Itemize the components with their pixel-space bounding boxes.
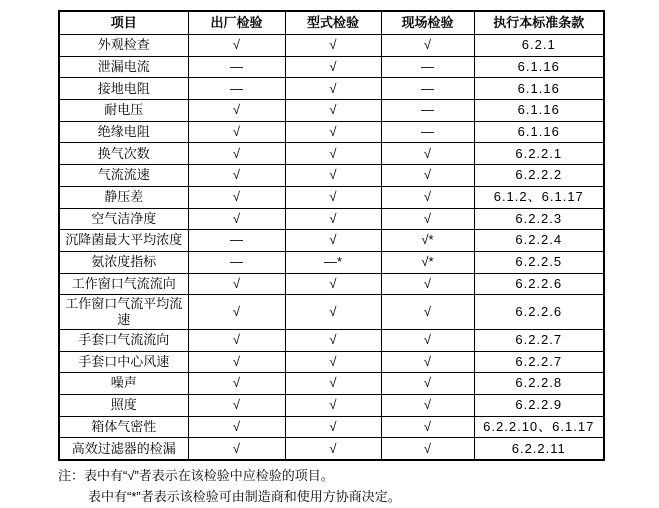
- table-header-row: [59, 11, 604, 35]
- item-cell: 高效过滤器的检漏: [59, 438, 188, 460]
- clause-cell: 6.2.2.9: [474, 394, 604, 416]
- site-mark-cell: —: [381, 100, 474, 122]
- factory-mark-cell: √: [188, 351, 285, 373]
- factory-mark-cell: √: [188, 121, 285, 143]
- type-mark-cell: √: [285, 230, 381, 252]
- factory-mark-cell: √: [188, 329, 285, 351]
- site-mark-cell: √: [381, 165, 474, 187]
- factory-mark-cell: —: [188, 230, 285, 252]
- site-mark-cell: √: [381, 295, 474, 330]
- site-mark-cell: √: [381, 273, 474, 295]
- factory-mark-cell: —: [188, 78, 285, 100]
- site-mark-cell: √: [381, 35, 474, 57]
- table-row: [59, 394, 604, 416]
- clause-cell: 6.2.1: [474, 35, 604, 57]
- site-mark-cell: √: [381, 208, 474, 230]
- clause-cell: 6.2.2.6: [474, 273, 604, 295]
- table-row: [59, 165, 604, 187]
- type-mark-cell: —*: [285, 251, 381, 273]
- type-mark-cell: √: [285, 78, 381, 100]
- table-row: [59, 416, 604, 438]
- column-header-factory-inspection: 出厂检验: [188, 11, 285, 35]
- item-cell: 工作窗口气流流向: [59, 273, 188, 295]
- site-mark-cell: √: [381, 373, 474, 395]
- type-mark-cell: √: [285, 208, 381, 230]
- factory-mark-cell: —: [188, 56, 285, 78]
- type-mark-cell: √: [285, 56, 381, 78]
- table-row: [59, 100, 604, 122]
- type-mark-cell: √: [285, 35, 381, 57]
- site-mark-cell: —: [381, 121, 474, 143]
- type-mark-cell: √: [285, 273, 381, 295]
- factory-mark-cell: √: [188, 273, 285, 295]
- clause-cell: 6.1.16: [474, 78, 604, 100]
- column-header-type-inspection: 型式检验: [285, 11, 381, 35]
- item-cell: 手套口中心风速: [59, 351, 188, 373]
- clause-cell: 6.2.2.7: [474, 351, 604, 373]
- clause-cell: 6.2.2.3: [474, 208, 604, 230]
- table-row: [59, 208, 604, 230]
- table-row: [59, 295, 604, 330]
- note-asterisk-meaning: 表中有“*”者表示该检验可由制造商和使用方协商决定。: [88, 489, 401, 504]
- item-cell: 氨浓度指标: [59, 251, 188, 273]
- factory-mark-cell: √: [188, 208, 285, 230]
- clause-cell: 6.1.16: [474, 100, 604, 122]
- clause-cell: 6.2.2.4: [474, 230, 604, 252]
- site-mark-cell: —: [381, 56, 474, 78]
- clause-cell: 6.2.2.6: [474, 295, 604, 330]
- item-cell: 箱体气密性: [59, 416, 188, 438]
- table-body: [59, 35, 604, 461]
- clause-cell: 6.2.2.11: [474, 438, 604, 460]
- table-row: [59, 35, 604, 57]
- type-mark-cell: √: [285, 121, 381, 143]
- factory-mark-cell: √: [188, 295, 285, 330]
- column-header-site-inspection: 现场检验: [381, 11, 474, 35]
- factory-mark-cell: √: [188, 165, 285, 187]
- site-mark-cell: √: [381, 394, 474, 416]
- site-mark-cell: √: [381, 416, 474, 438]
- site-mark-cell: √: [381, 351, 474, 373]
- site-mark-cell: —: [381, 78, 474, 100]
- item-cell: 气流流速: [59, 165, 188, 187]
- factory-mark-cell: √: [188, 438, 285, 460]
- site-mark-cell: √: [381, 329, 474, 351]
- clause-cell: 6.2.2.8: [474, 373, 604, 395]
- table-row: [59, 438, 604, 460]
- inspection-items-table: [58, 10, 605, 461]
- table-row: [59, 373, 604, 395]
- item-cell: 换气次数: [59, 143, 188, 165]
- clause-cell: 6.2.2.7: [474, 329, 604, 351]
- table-row: [59, 78, 604, 100]
- clause-cell: 6.2.2.1: [474, 143, 604, 165]
- item-cell: 噪声: [59, 373, 188, 395]
- type-mark-cell: √: [285, 295, 381, 330]
- type-mark-cell: √: [285, 416, 381, 438]
- site-mark-cell: √*: [381, 251, 474, 273]
- table-notes: [58, 465, 618, 507]
- factory-mark-cell: √: [188, 186, 285, 208]
- item-cell: 接地电阻: [59, 78, 188, 100]
- type-mark-cell: √: [285, 186, 381, 208]
- site-mark-cell: √: [381, 143, 474, 165]
- clause-cell: 6.1.2、6.1.17: [474, 186, 604, 208]
- type-mark-cell: √: [285, 143, 381, 165]
- type-mark-cell: √: [285, 100, 381, 122]
- table-row: [59, 251, 604, 273]
- site-mark-cell: √: [381, 438, 474, 460]
- type-mark-cell: √: [285, 438, 381, 460]
- factory-mark-cell: √: [188, 143, 285, 165]
- type-mark-cell: √: [285, 165, 381, 187]
- table-row: [59, 273, 604, 295]
- factory-mark-cell: √: [188, 100, 285, 122]
- site-mark-cell: √: [381, 186, 474, 208]
- column-header-standard-clause: 执行本标准条款: [474, 11, 604, 35]
- item-cell: 静压差: [59, 186, 188, 208]
- item-cell: 手套口气流流向: [59, 329, 188, 351]
- table-row: [59, 186, 604, 208]
- factory-mark-cell: √: [188, 394, 285, 416]
- item-cell: 沉降菌最大平均浓度: [59, 230, 188, 252]
- table-row: [59, 56, 604, 78]
- table-row: [59, 329, 604, 351]
- table-row: [59, 143, 604, 165]
- item-cell: 泄漏电流: [59, 56, 188, 78]
- factory-mark-cell: —: [188, 251, 285, 273]
- item-cell: 耐电压: [59, 100, 188, 122]
- site-mark-cell: √*: [381, 230, 474, 252]
- type-mark-cell: √: [285, 329, 381, 351]
- table-row: [59, 230, 604, 252]
- type-mark-cell: √: [285, 373, 381, 395]
- item-cell: 外观检查: [59, 35, 188, 57]
- item-cell: 工作窗口气流平均流速: [59, 295, 188, 330]
- clause-cell: 6.1.16: [474, 121, 604, 143]
- factory-mark-cell: √: [188, 35, 285, 57]
- clause-cell: 6.1.16: [474, 56, 604, 78]
- item-cell: 空气洁净度: [59, 208, 188, 230]
- type-mark-cell: √: [285, 394, 381, 416]
- factory-mark-cell: √: [188, 416, 285, 438]
- item-cell: 绝缘电阻: [59, 121, 188, 143]
- table-row: [59, 351, 604, 373]
- table-row: [59, 121, 604, 143]
- type-mark-cell: √: [285, 351, 381, 373]
- note-checkmark-meaning: 注：表中有“√”者表示在该检验中应检验的项目。: [58, 468, 334, 483]
- clause-cell: 6.2.2.2: [474, 165, 604, 187]
- column-header-item: 项目: [59, 11, 188, 35]
- clause-cell: 6.2.2.10、6.1.17: [474, 416, 604, 438]
- item-cell: 照度: [59, 394, 188, 416]
- clause-cell: 6.2.2.5: [474, 251, 604, 273]
- factory-mark-cell: √: [188, 373, 285, 395]
